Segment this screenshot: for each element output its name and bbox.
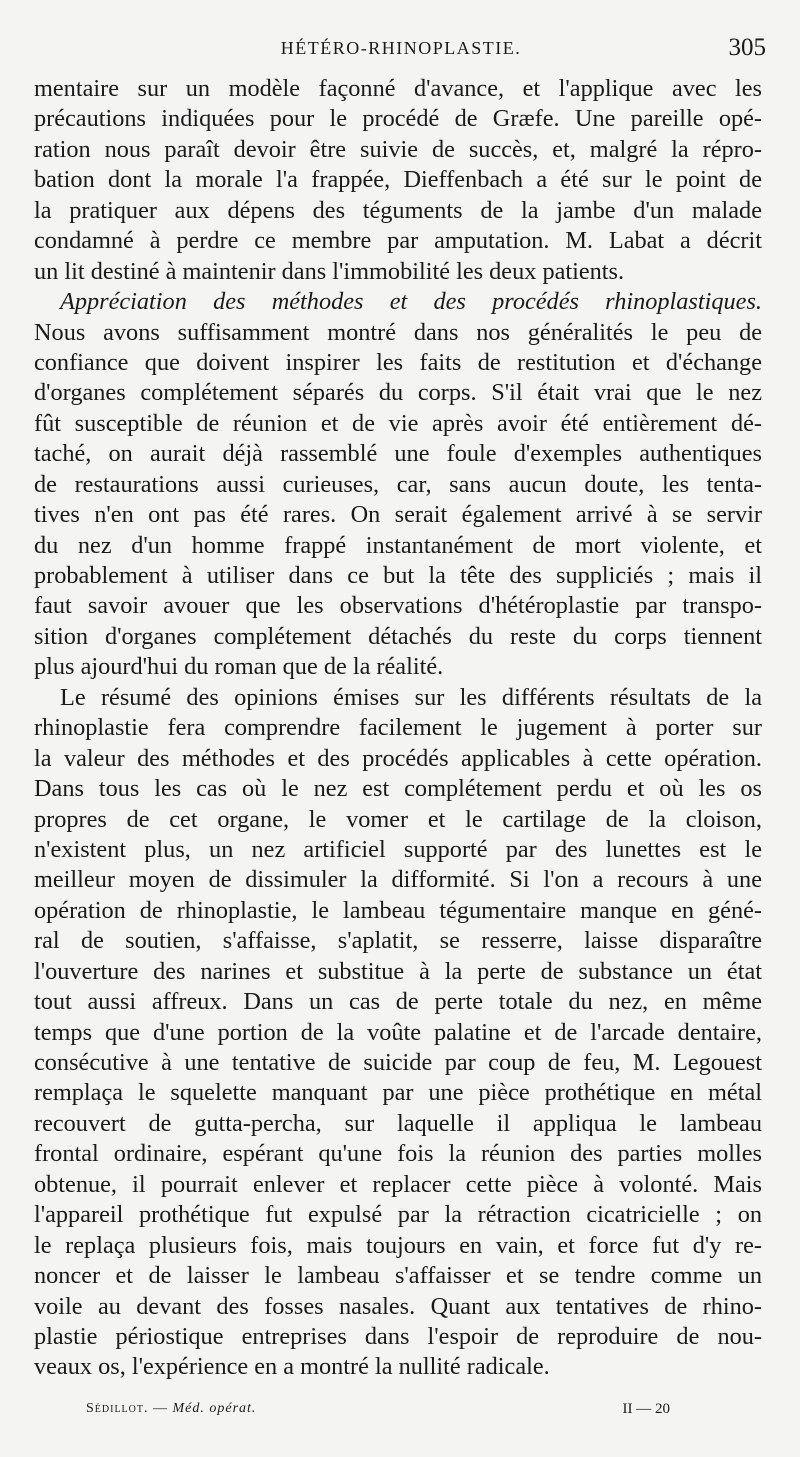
text-line: Nous avons suffisamment montré dans nos généralités le peu de: [34, 318, 762, 346]
text-line: obtenue, il pourrait enlever et replacer cette pièce à volonté. Mais: [34, 1170, 762, 1198]
text-line: la valeur des méthodes et des procédés applicables à cette opération.: [34, 744, 762, 772]
text-line: noncer et de laisser le lambeau s'affaisser et se tendre comme un: [34, 1262, 762, 1290]
text-line: meilleur moyen de dissimuler la difformité. Si l'on a recours à une: [34, 866, 762, 894]
text-line: opération de rhinoplastie, le lambeau tégumentaire manque en géné-: [34, 896, 762, 924]
running-title: HÉTÉRO-RHINOPLASTIE.: [280, 38, 522, 58]
text-line: Le résumé des opinions émises sur les différents résultats de la: [60, 683, 762, 711]
text-line: remplaça le squelette manquant par une pièce prothétique en métal: [34, 1079, 762, 1107]
text-line: plus ajourd'hui du roman que de la réalité.: [34, 653, 444, 681]
text-line: mentaire sur un modèle façonné d'avance, et l'applique avec les: [34, 75, 762, 102]
text-line: Dans tous les cas où le nez est complétement perdu et où les os: [34, 775, 762, 803]
text-line: probablement à utiliser dans ce but la tête des suppliciés ; mais il: [34, 562, 762, 589]
text-line: sition d'organes complétement détachés du reste du corps tiennent: [34, 622, 762, 650]
text-line: rhinoplastie fera comprendre facilement le jugement à porter sur: [34, 714, 762, 742]
text-line: de restaurations aussi curieuses, car, sans aucun doute, les tenta-: [34, 470, 762, 498]
text-line: frontal ordinaire, espérant qu'une fois la réunion des parties molles: [34, 1140, 762, 1168]
body-text: [34, 74, 762, 1383]
text-line: recouvert de gutta-percha, sur laquelle il appliqua le lambeau: [34, 1109, 762, 1137]
section-heading: Appréciation des méthodes et des procédés rhinoplastiques.: [60, 288, 762, 316]
text-line: taché, on aurait déjà rassemblé une foule d'exemples authentiques: [34, 440, 762, 468]
text-line: le replaça plusieurs fois, mais toujours en vain, et force fut d'y re-: [34, 1231, 762, 1259]
page-footer: [86, 1399, 670, 1423]
footer-work: Méd. opérat.: [172, 1401, 257, 1416]
text-line: propres de cet organe, le vomer et le cartilage de la cloison,: [34, 805, 762, 833]
text-line: condamné à perdre ce membre par amputation. M. Labat a décrit: [34, 227, 762, 255]
text-line: d'organes complétement séparés du corps. S'il était vrai que le nez: [34, 379, 762, 407]
text-line: précautions indiquées pour le procédé de Græfe. Une pareille opé-: [34, 105, 762, 133]
footer-signature: II — 20: [622, 1401, 670, 1417]
text-line: plastie périostique entreprises dans l'espoir de reproduire de nou-: [34, 1322, 762, 1350]
text-line: tives n'en ont pas été rares. On serait également arrivé à se servir: [34, 501, 762, 529]
footer-author: Sédillot.: [86, 1401, 149, 1416]
text-line: consécutive à une tentative de suicide par coup de feu, M. Legouest: [34, 1049, 762, 1076]
running-head: [36, 34, 766, 64]
text-line: fût susceptible de réunion et de vie après avoir été entièrement dé-: [34, 409, 762, 437]
page-number: 305: [728, 34, 766, 61]
text-line: n'existent plus, un nez artificiel supporté par des lunettes est le: [34, 835, 762, 863]
text-line: tout aussi affreux. Dans un cas de perte totale du nez, en même: [34, 988, 762, 1016]
text-line: confiance que doivent inspirer les faits de restitution et d'échange: [34, 348, 762, 376]
text-line: ration nous paraît devoir être suivie de succès, et, malgré la répro-: [34, 135, 762, 163]
text-line: voile au devant des fosses nasales. Quant aux tentatives de rhino-: [34, 1292, 762, 1320]
text-line: un lit destiné à maintenir dans l'immobilité les deux patients.: [34, 257, 625, 285]
footer-dash: —: [153, 1401, 168, 1416]
text-line: bation dont la morale l'a frappée, Dieffenbach a été sur le point de: [34, 166, 762, 194]
text-line: du nez d'un homme frappé instantanément de mort violente, et: [34, 531, 762, 559]
text-line: ral de soutien, s'affaisse, s'aplatit, se resserre, laisse disparaître: [34, 927, 762, 955]
text-line: l'ouverture des narines et substitue à la perte de substance un état: [34, 957, 762, 985]
text-line: l'appareil prothétique fut expulsé par la rétraction cicatricielle ; on: [34, 1201, 762, 1229]
text-line: faut savoir avouer que les observations d'hétéroplastie par transpo-: [34, 592, 762, 620]
footer-citation: [86, 1401, 256, 1417]
text-line: veaux os, l'expérience en a montré la nullité radicale.: [34, 1353, 550, 1381]
text-line: temps que d'une portion de la voûte palatine et de l'arcade dentaire,: [34, 1018, 762, 1046]
text-line: la pratiquer aux dépens des téguments de la jambe d'un malade: [34, 196, 762, 224]
